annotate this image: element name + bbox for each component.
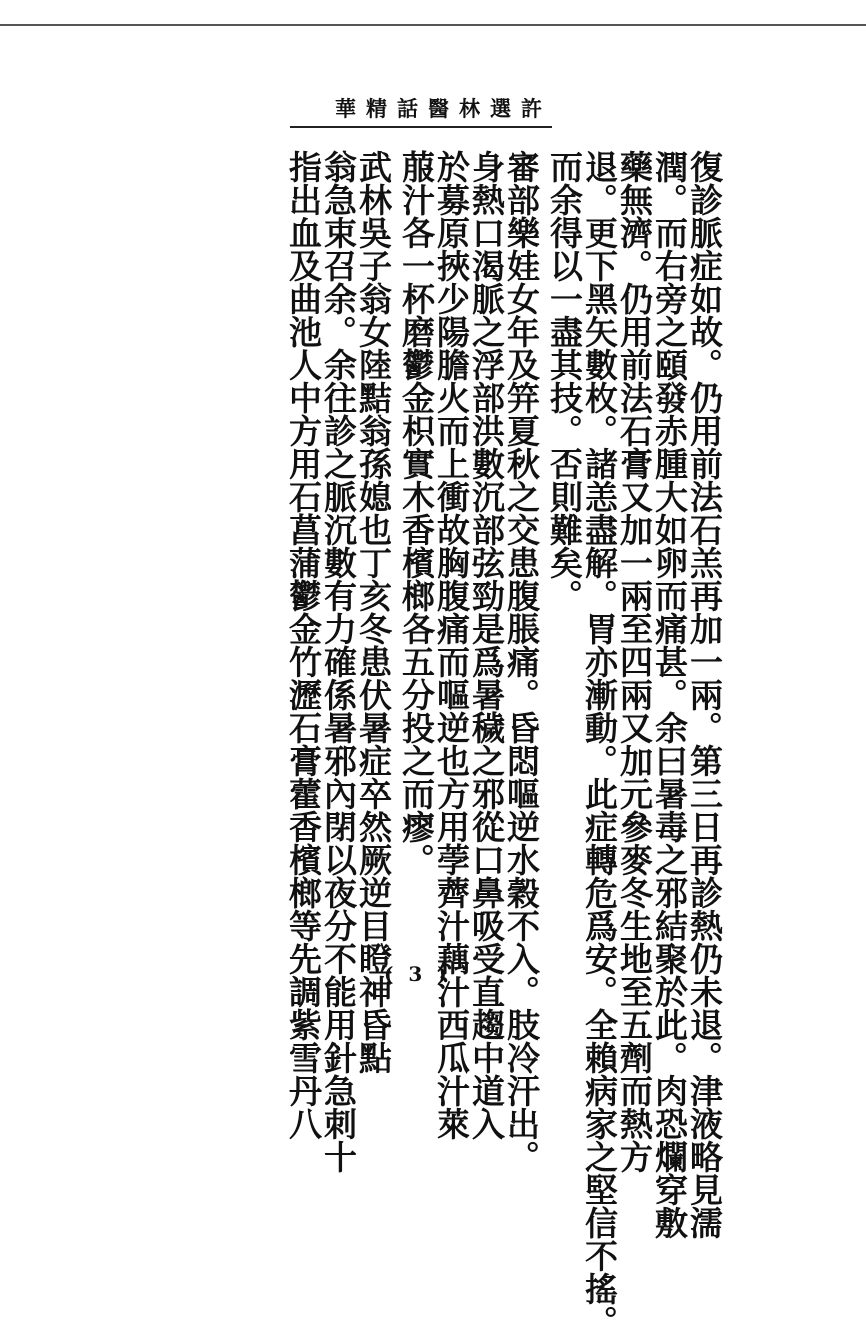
text-column: 身熱口渴脈之浮部洪數沉部弦勁是爲暑穢之邪從口鼻吸受直趨中道入: [467, 150, 506, 1140]
text-column: 審部樂娃女年及笄夏秋之交患腹脹痛。昏悶嘔逆水穀不入。肢冷汗出。: [502, 150, 541, 1173]
header-title: 許選林醫話精華: [335, 96, 552, 121]
text-column: 而余得以一盡其技。否則難矣。: [545, 150, 584, 612]
text-column: 翁急束召余。余往診之脈沉數有力確係暑邪內閉以夜分不能用針急刺十: [319, 150, 358, 1173]
text-column: 菔汁各一杯磨鬱金枳實木香檳榔各五分投之而瘳。: [397, 150, 436, 876]
page-number: ( 3 ): [384, 962, 451, 986]
text-column: 復診脈症如故。仍用前法石羔再加一兩。第三日再診熱仍未退。津液略見濡: [685, 150, 724, 1239]
text-column: 武林吳子翁女陸黠翁孫媳也丁亥冬患伏暑症卒然厥逆目瞪神昏點: [354, 150, 393, 1074]
top-rule: [0, 24, 866, 26]
text-body: [86, 150, 724, 1338]
running-header: [290, 98, 552, 128]
text-column: 藥無濟。仍用前法石膏又加一兩至四兩又加元參麥冬生地至五劑而熱方: [615, 150, 654, 1173]
text-column: 潤。而右旁之頤發赤腫大如卵而痛甚。余曰暑毒之邪結聚於此。肉恐爛穿敷: [650, 150, 689, 1239]
text-column: 退。更下黑矢數枚。諸恙盡解。胃亦漸動。此症轉危爲安。全賴病家之堅信不搖。: [580, 150, 619, 1338]
text-column: 指出血及曲池人中方用石菖蒲鬱金竹瀝石膏藿香檳榔等先調紫雪丹八: [284, 150, 323, 1140]
text-column: 於募原挾少陽膽火而上衝故胸腹痛而嘔逆也方用荸薺汁藕汁西瓜汁萊: [432, 150, 471, 1140]
